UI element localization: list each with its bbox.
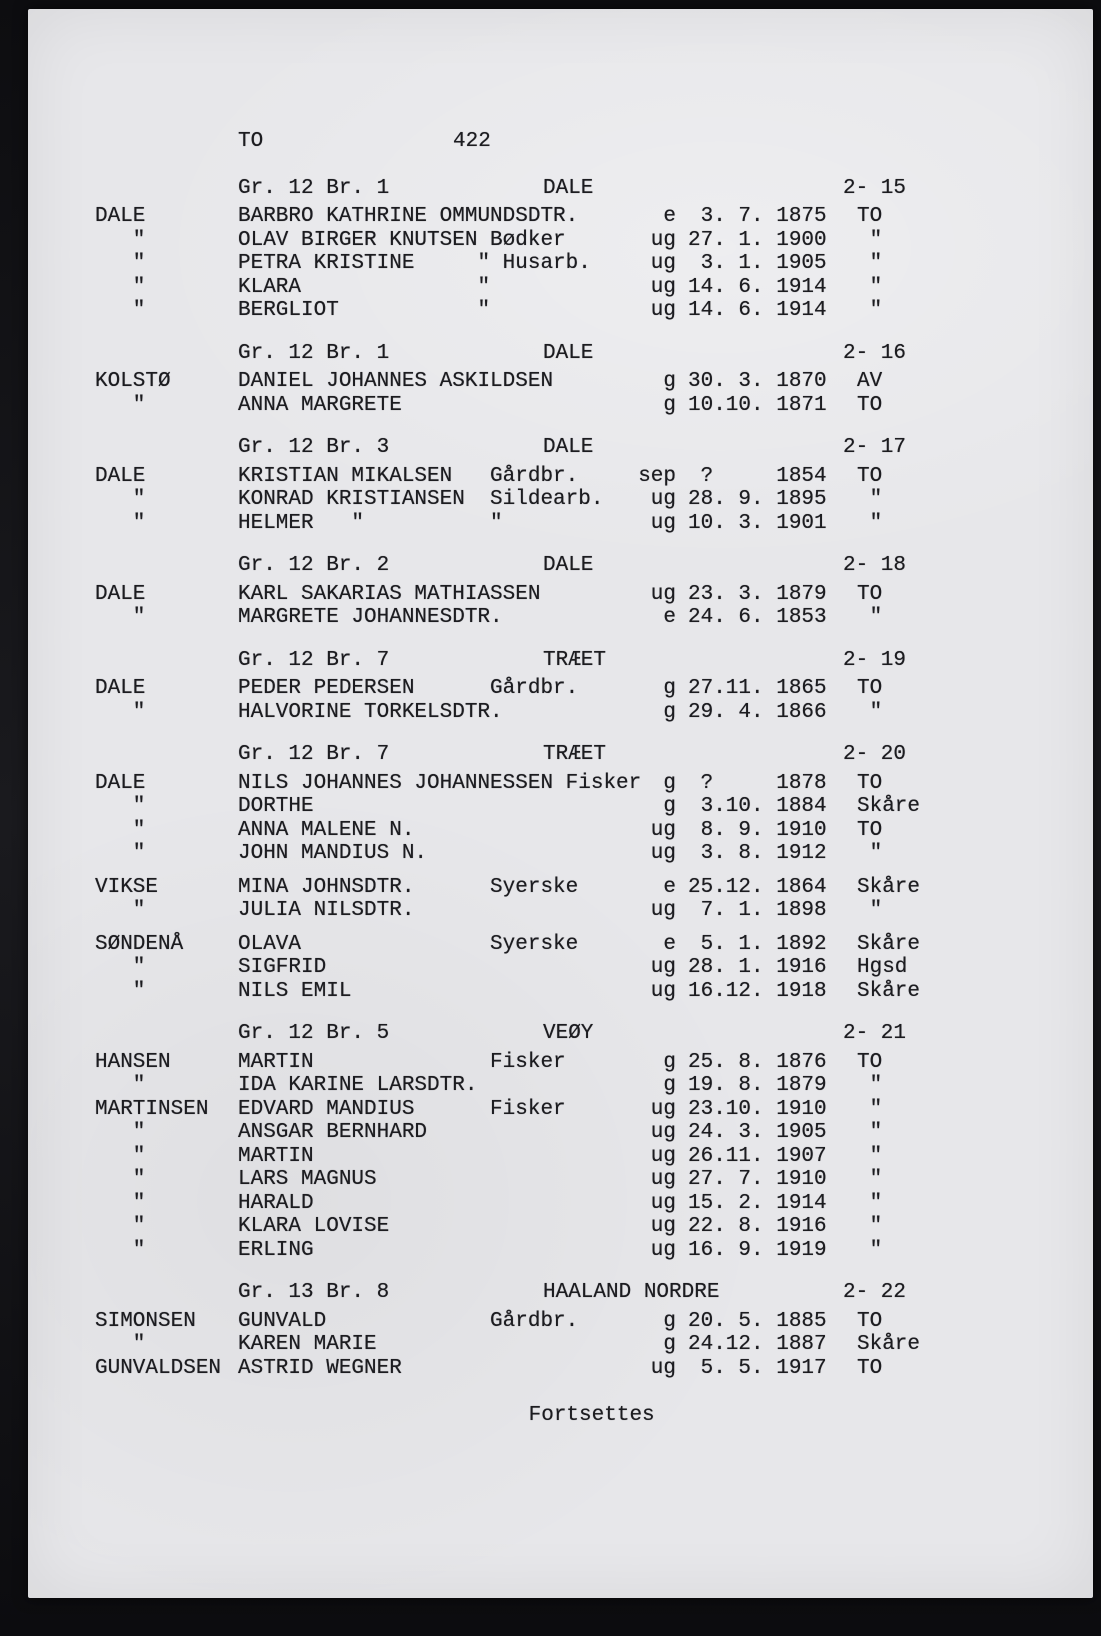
- birthdate-cell: 26.11. 1907: [688, 1144, 827, 1168]
- group-indent: [95, 436, 238, 460]
- census-row: [28, 1074, 1093, 1098]
- region-code: TO: [238, 130, 264, 153]
- name-cell: IDA KARINE LARSDTR.: [238, 1074, 478, 1097]
- civil-status-cell: ug: [650, 1097, 676, 1121]
- farm-cell: ": [95, 1168, 146, 1191]
- civil-status-cell: ug: [650, 979, 676, 1003]
- birthplace-cell: Hgsd: [857, 956, 908, 979]
- group-ref: 2- 22: [843, 1281, 907, 1304]
- census-row: [28, 1333, 1093, 1357]
- census-row: [28, 1310, 1093, 1334]
- birthplace-cell: ": [857, 842, 883, 865]
- page-number: 422: [453, 130, 491, 153]
- farm-cell: ": [95, 1074, 146, 1097]
- birthplace-cell: ": [857, 1097, 883, 1121]
- group-place: HAALAND NORDRE: [543, 1281, 720, 1304]
- census-row: [28, 1145, 1093, 1169]
- birthplace-cell: TO: [857, 393, 883, 417]
- civil-status-cell: ug: [650, 299, 676, 322]
- group-gnr-bnr: Gr. 12 Br. 1: [238, 341, 390, 365]
- civil-status-cell: ug: [650, 1144, 676, 1168]
- birthplace-cell: Skåre: [857, 979, 921, 1003]
- census-row: [28, 229, 1093, 253]
- birthdate-cell: 24.12. 1887: [688, 1333, 827, 1356]
- group-place: DALE: [543, 341, 594, 365]
- civil-status-cell: g: [663, 1050, 676, 1074]
- group-ref: 2- 16: [843, 341, 907, 365]
- name-cell: ANNA MALENE N.: [238, 818, 415, 842]
- name-cell: JULIA NILSDTR.: [238, 899, 415, 922]
- household-group: [28, 177, 1093, 323]
- name-cell: KLARA ": [238, 275, 491, 299]
- group-indent: [95, 1281, 238, 1305]
- civil-status-cell: g: [663, 677, 676, 700]
- group-ref: 2- 21: [843, 1022, 907, 1045]
- household-group: [28, 1022, 1093, 1262]
- birthplace-cell: TO: [857, 1050, 883, 1074]
- birthplace-cell: ": [857, 488, 883, 511]
- name-cell: EDVARD MANDIUS Fisker: [238, 1097, 566, 1121]
- group-header: [28, 1022, 1093, 1046]
- birthplace-cell: TO: [857, 771, 883, 795]
- birthplace-cell: AV: [857, 370, 883, 393]
- name-cell: KAREN MARIE: [238, 1333, 377, 1356]
- civil-status-cell: ug: [650, 511, 676, 535]
- farm-cell: ": [95, 979, 146, 1003]
- group-gnr-bnr: Gr. 12 Br. 5: [238, 1022, 390, 1045]
- paper: [28, 9, 1093, 1598]
- birthplace-cell: ": [857, 511, 883, 535]
- birthdate-cell: 16.12. 1918: [688, 979, 827, 1003]
- birthplace-cell: ": [857, 606, 883, 629]
- birthplace-cell: ": [857, 275, 883, 299]
- page-header: [28, 130, 1093, 154]
- name-cell: BERGLIOT ": [238, 299, 491, 322]
- civil-status-cell: ug: [650, 899, 676, 922]
- name-cell: ERLING: [238, 1238, 314, 1262]
- farm-cell: ": [95, 795, 146, 818]
- name-cell: HELMER " ": [238, 511, 503, 535]
- farm-cell: VIKSE: [95, 875, 159, 899]
- civil-status-cell: e: [663, 205, 676, 228]
- group-header: [28, 177, 1093, 201]
- group-header: [28, 1281, 1093, 1305]
- birthplace-cell: ": [857, 1191, 883, 1215]
- household-group: [28, 554, 1093, 630]
- group-indent: [95, 554, 238, 578]
- birthdate-cell: 27. 1. 1900: [688, 228, 827, 252]
- civil-status-cell: ug: [650, 488, 676, 511]
- group-ref: 2- 19: [843, 648, 907, 672]
- civil-status-cell: sep: [638, 464, 676, 488]
- census-row: [28, 299, 1093, 323]
- group-header: [28, 342, 1093, 366]
- group-place: DALE: [543, 176, 594, 200]
- birthplace-cell: Skåre: [857, 795, 921, 818]
- birthplace-cell: Skåre: [857, 932, 921, 956]
- birthdate-cell: ? 1878: [688, 771, 827, 795]
- civil-status-cell: ug: [650, 1168, 676, 1191]
- farm-cell: ": [95, 488, 146, 511]
- group-gnr-bnr: Gr. 12 Br. 7: [238, 743, 390, 766]
- census-row: [28, 512, 1093, 536]
- name-cell: KLARA LOVISE: [238, 1215, 390, 1238]
- birthplace-cell: ": [857, 1121, 883, 1144]
- census-row: [28, 772, 1093, 796]
- birthdate-cell: 28. 9. 1895: [688, 488, 827, 511]
- farm-cell: ": [95, 275, 146, 299]
- census-row: [28, 370, 1093, 394]
- group-place: VEØY: [543, 1022, 594, 1045]
- civil-status-cell: ug: [650, 582, 676, 606]
- civil-status-cell: g: [663, 700, 676, 724]
- name-cell: MINA JOHNSDTR. Syerske: [238, 875, 579, 899]
- census-row: [28, 1098, 1093, 1122]
- farm-cell: ": [95, 1121, 146, 1144]
- group-gnr-bnr: Gr. 12 Br. 3: [238, 436, 390, 459]
- birthdate-cell: 28. 1. 1916: [688, 956, 827, 979]
- civil-status-cell: ug: [650, 1238, 676, 1262]
- civil-status-cell: g: [663, 370, 676, 393]
- census-row: [28, 1051, 1093, 1075]
- birthdate-cell: 7. 1. 1898: [688, 899, 827, 922]
- birthplace-cell: TO: [857, 205, 883, 228]
- group-indent: [95, 177, 238, 201]
- census-row: [28, 276, 1093, 300]
- group-ref: 2- 17: [843, 436, 907, 459]
- birthplace-cell: TO: [857, 677, 883, 700]
- birthplace-cell: Skåre: [857, 875, 921, 899]
- census-row: [28, 795, 1093, 819]
- household-group: [28, 342, 1093, 418]
- birthplace-cell: ": [857, 252, 883, 275]
- birthdate-cell: 24. 6. 1853: [688, 606, 827, 629]
- birthdate-cell: 14. 6. 1914: [688, 275, 827, 299]
- census-row: [28, 252, 1093, 276]
- birthdate-cell: 30. 3. 1870: [688, 370, 827, 393]
- farm-cell: SØNDENÅ: [95, 932, 184, 956]
- farm-cell: ": [95, 511, 146, 535]
- continuation-label: Fortsettes: [528, 1403, 655, 1427]
- farm-cell: ": [95, 393, 146, 417]
- civil-status-cell: g: [663, 1074, 676, 1097]
- group-indent: [95, 649, 238, 673]
- census-row: [28, 488, 1093, 512]
- civil-status-cell: g: [663, 771, 676, 795]
- civil-status-cell: ug: [650, 1121, 676, 1144]
- farm-cell: ": [95, 899, 146, 922]
- birthdate-cell: 3. 8. 1912: [688, 842, 827, 865]
- group-gnr-bnr: Gr. 13 Br. 8: [238, 1281, 390, 1304]
- farm-cell: ": [95, 956, 146, 979]
- group-gnr-bnr: Gr. 12 Br. 1: [238, 176, 390, 200]
- census-row: [28, 980, 1093, 1004]
- farm-cell: ": [95, 299, 146, 322]
- name-cell: SIGFRID: [238, 956, 327, 979]
- census-row: [28, 1239, 1093, 1263]
- birthplace-cell: TO: [857, 582, 883, 606]
- name-cell: ANNA MARGRETE: [238, 393, 402, 417]
- farm-cell: DALE: [95, 205, 146, 228]
- name-cell: GUNVALD Gårdbr.: [238, 1309, 579, 1333]
- civil-status-cell: ug: [650, 956, 676, 979]
- birthplace-cell: ": [857, 700, 883, 724]
- farm-cell: SIMONSEN: [95, 1309, 196, 1333]
- name-cell: DORTHE: [238, 795, 314, 818]
- farm-cell: ": [95, 700, 146, 724]
- name-cell: JOHN MANDIUS N.: [238, 842, 428, 865]
- farm-cell: ": [95, 228, 146, 252]
- farm-cell: ": [95, 1215, 146, 1238]
- birthdate-cell: 10. 3. 1901: [688, 511, 827, 535]
- farm-cell: DALE: [95, 677, 146, 700]
- birthplace-cell: ": [857, 899, 883, 922]
- birthplace-cell: ": [857, 1238, 883, 1262]
- birthplace-cell: ": [857, 1215, 883, 1238]
- census-row: [28, 876, 1093, 900]
- birthdate-cell: 19. 8. 1879: [688, 1074, 827, 1097]
- birthplace-cell: ": [857, 1074, 883, 1097]
- birthdate-cell: 14. 6. 1914: [688, 299, 827, 322]
- civil-status-cell: g: [663, 795, 676, 818]
- civil-status-cell: ug: [650, 275, 676, 299]
- farm-cell: ": [95, 1333, 146, 1356]
- civil-status-cell: ug: [650, 228, 676, 252]
- birthplace-cell: ": [857, 228, 883, 252]
- group-header: [28, 649, 1093, 673]
- census-groups: [28, 177, 1093, 1381]
- continuation-note: [28, 1380, 1093, 1451]
- name-cell: KONRAD KRISTIANSEN Sildearb.: [238, 488, 604, 511]
- census-row: [28, 394, 1093, 418]
- farm-cell: ": [95, 842, 146, 865]
- group-gnr-bnr: Gr. 12 Br. 7: [238, 648, 390, 672]
- civil-status-cell: e: [663, 606, 676, 629]
- birthdate-cell: 27. 7. 1910: [688, 1168, 827, 1191]
- birthdate-cell: 25.12. 1864: [688, 875, 827, 899]
- group-header: [28, 436, 1093, 460]
- census-row: [28, 1168, 1093, 1192]
- group-ref: 2- 18: [843, 554, 907, 577]
- farm-cell: MARTINSEN: [95, 1097, 209, 1121]
- group-indent: [95, 342, 238, 366]
- birthdate-cell: 16. 9. 1919: [688, 1238, 827, 1262]
- birthdate-cell: 25. 8. 1876: [688, 1050, 827, 1074]
- census-row: [28, 933, 1093, 957]
- farm-cell: DALE: [95, 771, 146, 795]
- census-row: [28, 465, 1093, 489]
- birthplace-cell: ": [857, 1144, 883, 1168]
- census-row: [28, 1357, 1093, 1381]
- civil-status-cell: g: [663, 1333, 676, 1356]
- birthdate-cell: 3. 1. 1905: [688, 252, 827, 275]
- birthdate-cell: 3. 7. 1875: [688, 205, 827, 228]
- birthplace-cell: TO: [857, 1356, 883, 1380]
- group-ref: 2- 20: [843, 743, 907, 766]
- birthplace-cell: ": [857, 299, 883, 322]
- birthdate-cell: 15. 2. 1914: [688, 1191, 827, 1215]
- civil-status-cell: e: [663, 875, 676, 899]
- name-cell: ANSGAR BERNHARD: [238, 1121, 428, 1144]
- name-cell: OLAV BIRGER KNUTSEN Bødker: [238, 228, 566, 252]
- name-cell: HALVORINE TORKELSDTR.: [238, 700, 503, 724]
- census-row: [28, 899, 1093, 923]
- name-cell: LARS MAGNUS: [238, 1168, 377, 1191]
- civil-status-cell: g: [663, 1309, 676, 1333]
- census-row: [28, 606, 1093, 630]
- census-row: [28, 1121, 1093, 1145]
- civil-status-cell: e: [663, 932, 676, 956]
- birthdate-cell: 5. 5. 1917: [688, 1356, 827, 1380]
- birthdate-cell: 23. 3. 1879: [688, 582, 827, 606]
- name-cell: ASTRID WEGNER: [238, 1356, 402, 1380]
- name-cell: NILS JOHANNES JOHANNESSEN Fisker: [238, 771, 642, 795]
- farm-cell: ": [95, 1191, 146, 1215]
- name-cell: MARGRETE JOHANNESDTR.: [238, 606, 503, 629]
- birthdate-cell: 10.10. 1871: [688, 393, 827, 417]
- group-place: DALE: [543, 554, 594, 577]
- civil-status-cell: ug: [650, 1215, 676, 1238]
- group-indent: [95, 1022, 238, 1046]
- census-row: [28, 956, 1093, 980]
- farm-cell: KOLSTØ: [95, 370, 171, 393]
- birthplace-cell: TO: [857, 1309, 883, 1333]
- birthdate-cell: ? 1854: [688, 464, 827, 488]
- farm-cell: DALE: [95, 464, 146, 488]
- farm-cell: ": [95, 818, 146, 842]
- census-row: [28, 583, 1093, 607]
- name-cell: DANIEL JOHANNES ASKILDSEN: [238, 370, 554, 393]
- farm-cell: HANSEN: [95, 1050, 171, 1074]
- name-cell: PETRA KRISTINE " Husarb.: [238, 252, 591, 275]
- birthplace-cell: TO: [857, 464, 883, 488]
- household-group: [28, 1281, 1093, 1380]
- group-place: TRÆET: [543, 743, 607, 766]
- name-cell: NILS EMIL: [238, 979, 352, 1003]
- group-header: [28, 743, 1093, 767]
- civil-status-cell: ug: [650, 1356, 676, 1380]
- birthdate-cell: 24. 3. 1905: [688, 1121, 827, 1144]
- birthdate-cell: 29. 4. 1866: [688, 700, 827, 724]
- household-group: [28, 436, 1093, 535]
- census-row: [28, 677, 1093, 701]
- name-cell: KRISTIAN MIKALSEN Gårdbr.: [238, 464, 579, 488]
- farm-cell: ": [95, 252, 146, 275]
- census-row: [28, 842, 1093, 866]
- birthdate-cell: 23.10. 1910: [688, 1097, 827, 1121]
- civil-status-cell: ug: [650, 818, 676, 842]
- civil-status-cell: ug: [650, 1191, 676, 1215]
- birthdate-cell: 20. 5. 1885: [688, 1309, 827, 1333]
- group-ref: 2- 15: [843, 176, 907, 200]
- farm-cell: ": [95, 606, 146, 629]
- farm-cell: GUNVALDSEN: [95, 1356, 222, 1380]
- name-cell: HARALD: [238, 1191, 314, 1215]
- birthdate-cell: 8. 9. 1910: [688, 818, 827, 842]
- birthdate-cell: 3.10. 1884: [688, 795, 827, 818]
- farm-cell: DALE: [95, 582, 146, 606]
- name-cell: KARL SAKARIAS MATHIASSEN: [238, 582, 541, 606]
- census-row: [28, 205, 1093, 229]
- household-group: [28, 743, 1093, 1003]
- group-place: DALE: [543, 436, 594, 459]
- name-cell: PEDER PEDERSEN Gårdbr.: [238, 677, 579, 700]
- birthdate-cell: 27.11. 1865: [688, 677, 827, 700]
- birthdate-cell: 22. 8. 1916: [688, 1215, 827, 1238]
- census-row: [28, 819, 1093, 843]
- birthplace-cell: TO: [857, 818, 883, 842]
- birthplace-cell: ": [857, 1168, 883, 1191]
- name-cell: MARTIN Fisker: [238, 1050, 566, 1074]
- farm-cell: ": [95, 1238, 146, 1262]
- name-cell: OLAVA Syerske: [238, 932, 579, 956]
- census-row: [28, 1192, 1093, 1216]
- birthplace-cell: Skåre: [857, 1333, 921, 1356]
- group-header: [28, 554, 1093, 578]
- census-row: [28, 701, 1093, 725]
- farm-cell: ": [95, 1144, 146, 1168]
- civil-status-cell: ug: [650, 842, 676, 865]
- group-gnr-bnr: Gr. 12 Br. 2: [238, 554, 390, 577]
- name-cell: BARBRO KATHRINE OMMUNDSDTR.: [238, 205, 579, 228]
- civil-status-cell: ug: [650, 252, 676, 275]
- civil-status-cell: g: [663, 393, 676, 417]
- household-group: [28, 649, 1093, 725]
- group-indent: [95, 743, 238, 767]
- birthdate-cell: 5. 1. 1892: [688, 932, 827, 956]
- census-row: [28, 1215, 1093, 1239]
- group-place: TRÆET: [543, 648, 607, 672]
- name-cell: MARTIN: [238, 1144, 314, 1168]
